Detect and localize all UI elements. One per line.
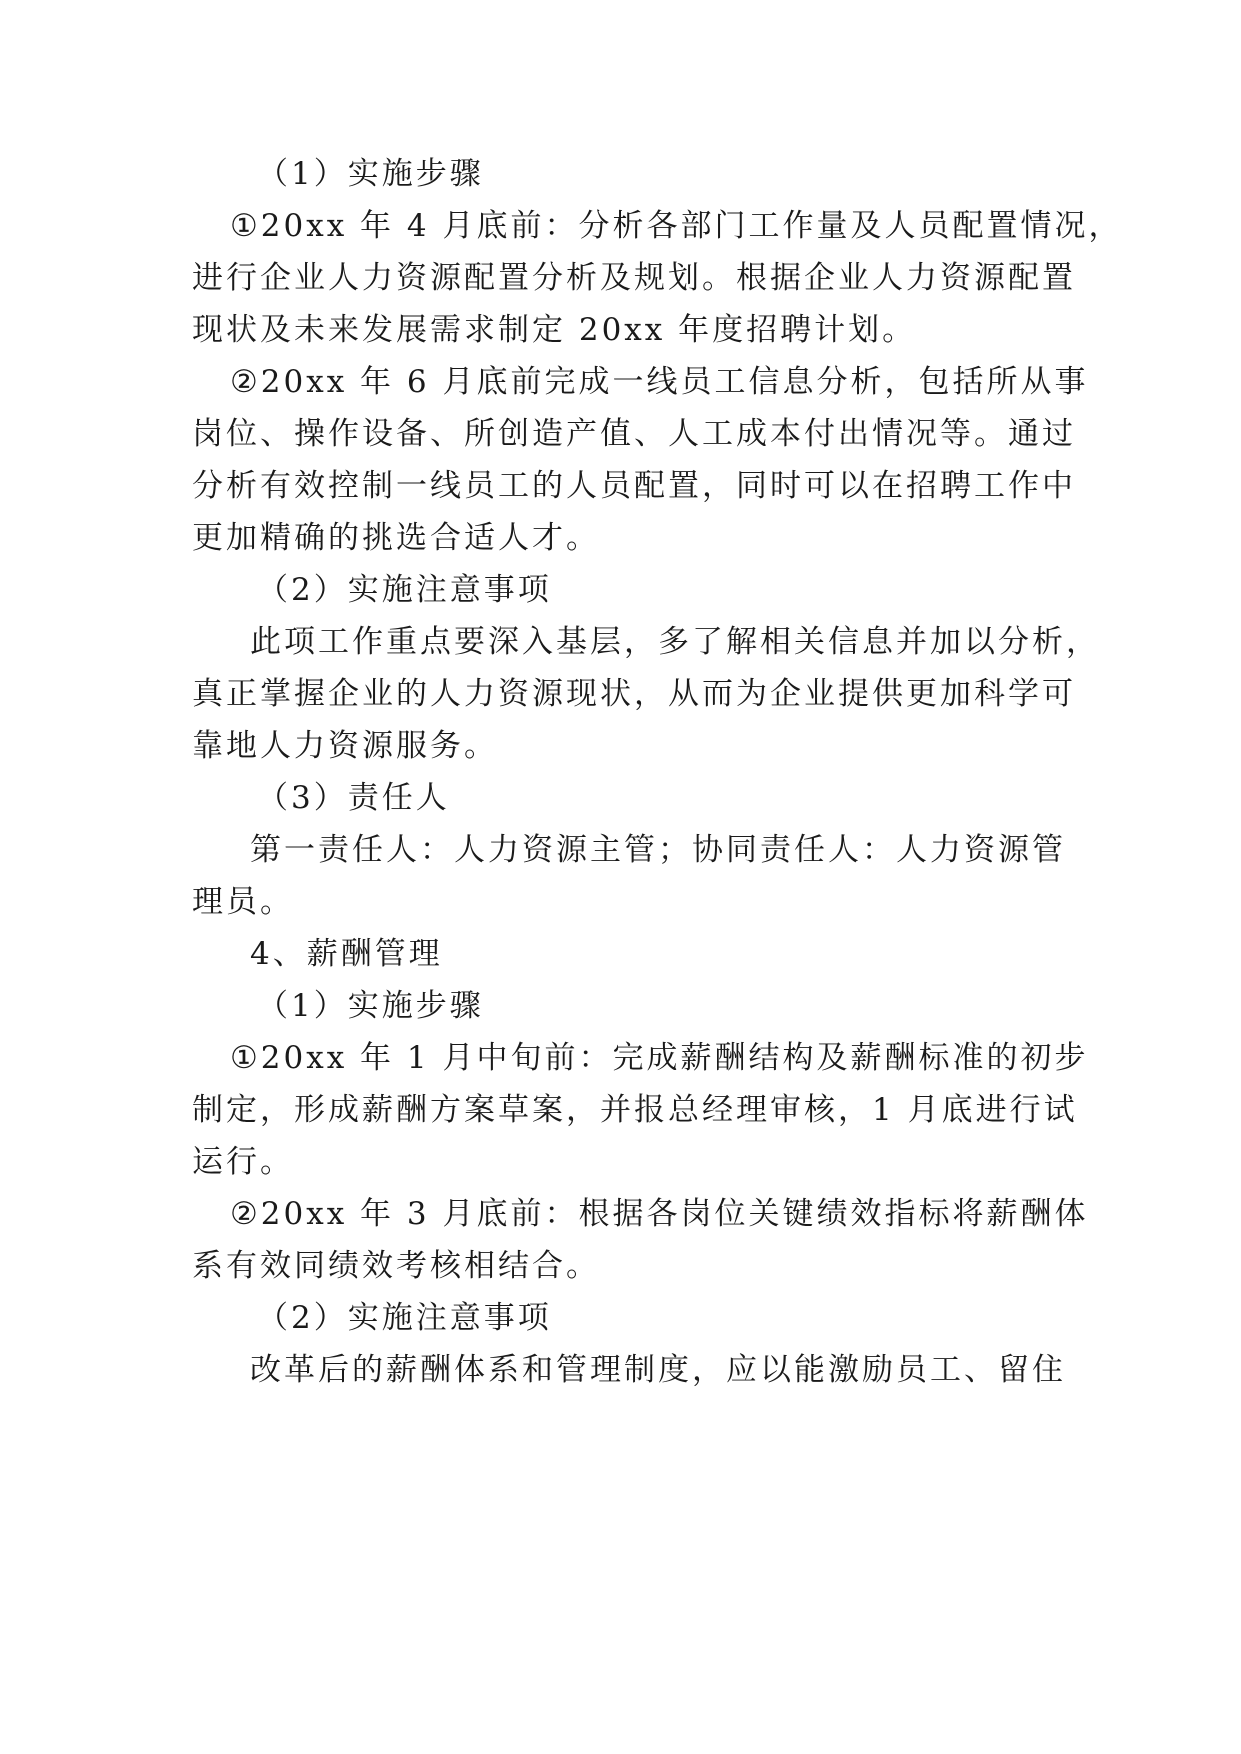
- paragraph-line: 制定，形成薪酬方案草案，并报总经理审核，1 月底进行试: [192, 1092, 1078, 1128]
- paragraph-line: ②20xx 年 3 月底前：根据各岗位关键绩效指标将薪酬体: [230, 1196, 1089, 1232]
- subheading-notes: （2）实施注意事项: [257, 572, 552, 608]
- paragraph-line: ①20xx 年 4 月底前：分析各部门工作量及人员配置情况，: [230, 208, 1123, 244]
- paragraph-line: 更加精确的挑选合适人才。: [192, 520, 600, 556]
- subheading-implementation-steps: （1）实施步骤: [257, 156, 484, 192]
- paragraph-line: 进行企业人力资源配置分析及规划。根据企业人力资源配置: [192, 260, 1076, 296]
- paragraph-line: 第一责任人：人力资源主管；协同责任人：人力资源管: [250, 832, 1066, 868]
- paragraph-line: 靠地人力资源服务。: [192, 728, 498, 764]
- paragraph-line: 真正掌握企业的人力资源现状，从而为企业提供更加科学可: [192, 676, 1076, 712]
- paragraph-line: 改革后的薪酬体系和管理制度，应以能激励员工、留住: [250, 1352, 1066, 1388]
- subheading-notes: （2）实施注意事项: [257, 1300, 552, 1336]
- paragraph-line: 理员。: [192, 884, 294, 920]
- paragraph-line: 岗位、操作设备、所创造产值、人工成本付出情况等。通过: [192, 416, 1076, 452]
- paragraph-line: 分析有效控制一线员工的人员配置，同时可以在招聘工作中: [192, 468, 1076, 504]
- section-heading-compensation: 4、薪酬管理: [250, 936, 443, 972]
- paragraph-line: 现状及未来发展需求制定 20xx 年度招聘计划。: [192, 312, 917, 348]
- paragraph-line: 运行。: [192, 1144, 294, 1180]
- paragraph-line: ①20xx 年 1 月中旬前：完成薪酬结构及薪酬标准的初步: [230, 1040, 1089, 1076]
- subheading-responsible: （3）责任人: [257, 780, 450, 816]
- paragraph-line: 系有效同绩效考核相结合。: [192, 1248, 600, 1284]
- subheading-implementation-steps: （1）实施步骤: [257, 988, 484, 1024]
- paragraph-line: 此项工作重点要深入基层，多了解相关信息并加以分析，: [250, 624, 1100, 660]
- paragraph-line: ②20xx 年 6 月底前完成一线员工信息分析，包括所从事: [230, 364, 1089, 400]
